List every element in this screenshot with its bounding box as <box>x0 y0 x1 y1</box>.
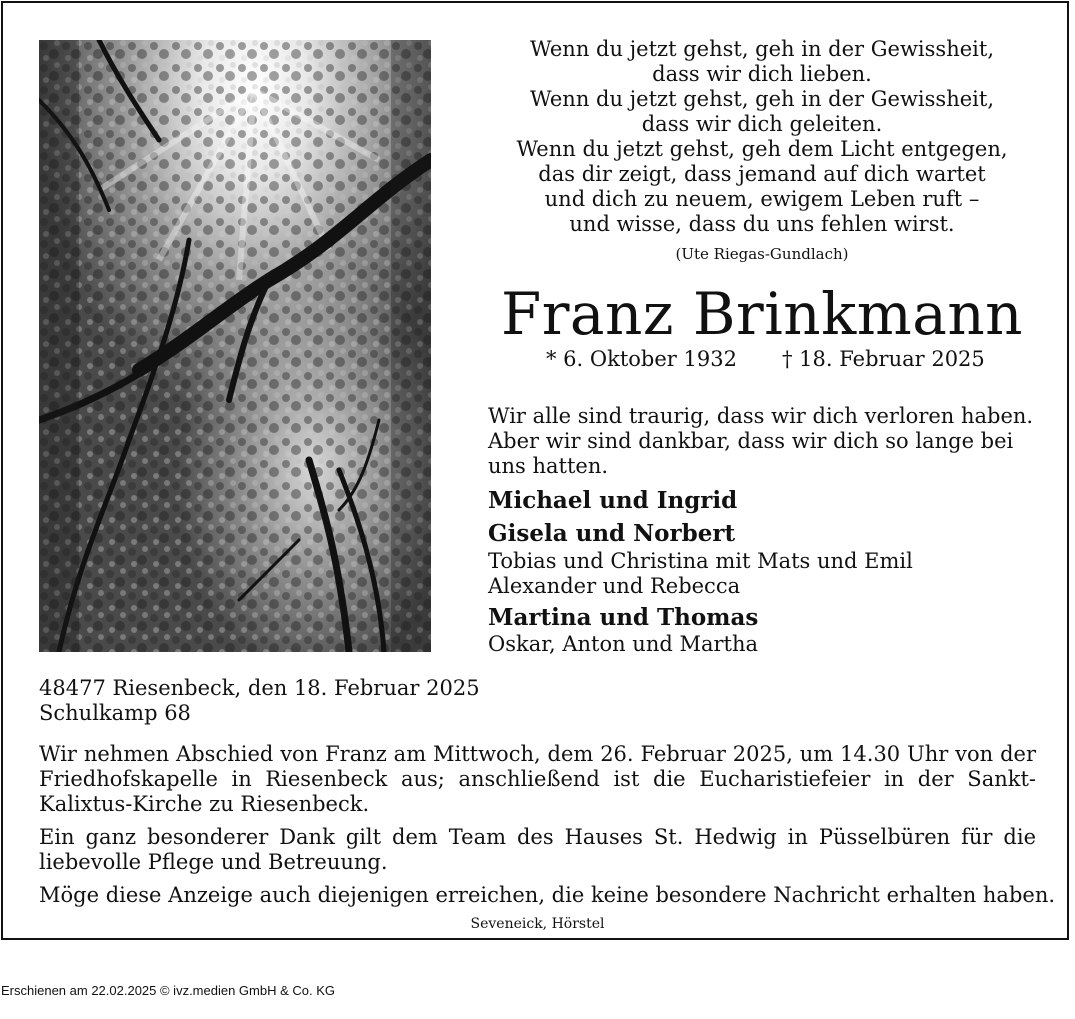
poem-line: dass wir dich lieben. <box>652 62 872 86</box>
thanks-paragraph: Ein ganz besonderer Dank gilt dem Team des Hauses St. Hedwig in Püsselbüren für die liebevolle Pflege und Betreuung. <box>39 825 1036 874</box>
mourning-text <box>488 404 1048 479</box>
poem-author: (Ute Riegas-Gundlach) <box>675 245 849 263</box>
poem-line: das dir zeigt, dass jemand auf dich wartet <box>538 162 986 186</box>
family-children-alexander: Alexander und Rebecca <box>488 574 741 598</box>
deceased-name: Franz Brinkmann <box>500 280 1024 348</box>
tree-canopy-photo <box>39 40 431 652</box>
address-block <box>39 676 480 726</box>
funeral-info-paragraph: Wir nehmen Abschied von Franz am Mittwoch, dem 26. Februar 2025, um 14.30 Uhr von der Friedhofskapelle in Riesenbeck aus; anschließend ist die Eucharistiefeier in der Sankt-Kalixtus-Kirche zu Riesenbeck. <box>39 742 1036 816</box>
poem-line: Wenn du jetzt gehst, geh in der Gewissheit, <box>530 37 994 61</box>
poem <box>488 37 1036 237</box>
address-line: 48477 Riesenbeck, den 18. Februar 2025 <box>39 676 480 700</box>
mourning-line: uns hatten. <box>488 454 609 478</box>
poem-line: Wenn du jetzt gehst, geh dem Licht entgegen, <box>516 137 1008 161</box>
family-group-martina: Martina und Thomas <box>488 604 759 631</box>
family-children-oskar: Oskar, Anton und Martha <box>488 632 759 656</box>
family-children-tobias: Tobias und Christina mit Mats und Emil <box>488 549 913 573</box>
poem-line: und dich zu neuem, ewigem Leben ruft – <box>544 187 980 211</box>
poem-line: und wisse, dass du uns fehlen wirst. <box>569 212 955 236</box>
mourning-line: Wir alle sind traurig, dass wir dich verloren haben. <box>488 404 1034 428</box>
family-group-michael: Michael und Ingrid <box>488 487 738 514</box>
publication-footer: Erschienen am 22.02.2025 © ivz.medien GmbH & Co. KG <box>1 983 336 998</box>
family-group-gisela: Gisela und Norbert <box>488 520 736 547</box>
mourning-line: Aber wir sind dankbar, dass wir dich so lange bei <box>488 429 1014 453</box>
tree-canopy-image <box>39 40 431 652</box>
notice-paragraph: Möge diese Anzeige auch diejenigen erreichen, die keine besondere Nachricht erhalten haben. <box>39 883 1056 907</box>
poem-line: Wenn du jetzt gehst, geh in der Gewissheit, <box>530 87 994 111</box>
birth-date: * 6. Oktober 1932 <box>546 347 737 371</box>
poem-line: dass wir dich geleiten. <box>641 112 883 136</box>
address-line: Schulkamp 68 <box>39 701 191 725</box>
credit-line: Seveneick, Hörstel <box>470 916 605 932</box>
death-date: † 18. Februar 2025 <box>782 347 985 371</box>
